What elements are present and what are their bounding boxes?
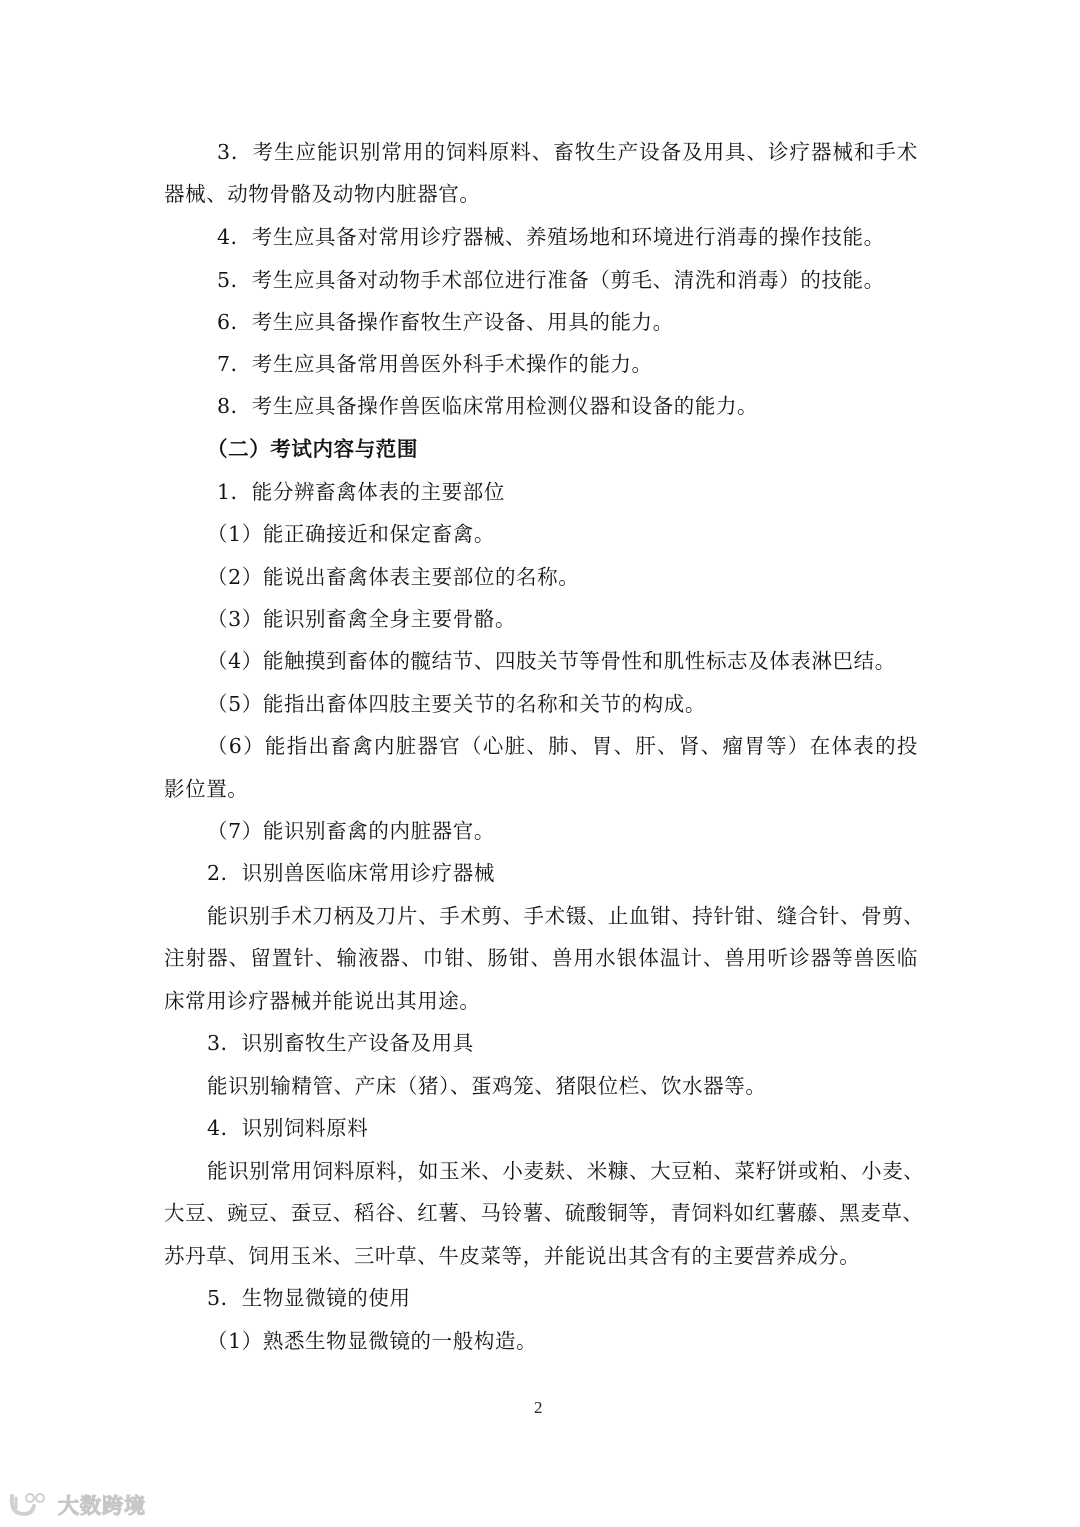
text-line: 床常用诊疗器械并能说出其用途。 [164, 989, 481, 1013]
bigdata-crossborder-logo-icon [8, 1492, 52, 1518]
text-line: 大豆、豌豆、蚕豆、稻谷、红薯、马铃薯、硫酸铜等，青饲料如红薯藤、黑麦草、 [164, 1201, 924, 1225]
section-heading: （二）考试内容与范围 [207, 437, 418, 461]
text-line: 1．能分辨畜禽体表的主要部位 [217, 480, 505, 504]
text-line: 5．考生应具备对动物手术部位进行准备（剪毛、清洗和消毒）的技能。 [217, 268, 885, 292]
text-line: （3）能识别畜禽全身主要骨骼。 [207, 607, 517, 631]
text-line: （1）熟悉生物显微镜的一般构造。 [207, 1329, 538, 1353]
text-line: 8．考生应具备操作兽医临床常用检测仪器和设备的能力。 [217, 394, 759, 418]
text-line: （2）能说出畜禽体表主要部位的名称。 [207, 565, 580, 589]
page-number: 2 [534, 1398, 543, 1417]
text-line: 能识别输精管、产床（猪）、蛋鸡笼、猪限位栏、饮水器等。 [207, 1074, 767, 1098]
text-line: 6．考生应具备操作畜牧生产设备、用具的能力。 [217, 310, 674, 334]
watermark [8, 1490, 146, 1520]
text-line: 2．识别兽医临床常用诊疗器械 [207, 861, 495, 885]
text-line: 4．考生应具备对常用诊疗器械、养殖场地和环境进行消毒的操作技能。 [217, 225, 885, 249]
text-line: （4）能触摸到畜体的髋结节、四肢关节等骨性和肌性标志及体表淋巴结。 [207, 649, 896, 673]
text-line: 影位置。 [164, 777, 249, 801]
text-line: 器械、动物骨骼及动物内脏器官。 [164, 182, 481, 206]
text-line: 5．生物显微镜的使用 [207, 1286, 411, 1310]
text-line: 能识别手术刀柄及刀片、手术剪、手术镊、止血钳、持针钳、缝合针、骨剪、 [207, 904, 925, 928]
text-line: 苏丹草、饲用玉米、三叶草、牛皮菜等，并能说出其含有的主要营养成分。 [164, 1244, 861, 1268]
text-line: （7）能识别畜禽的内脏器官。 [207, 819, 495, 843]
text-line: 3．识别畜牧生产设备及用具 [207, 1031, 474, 1055]
text-line: 7．考生应具备常用兽医外科手术操作的能力。 [217, 352, 653, 376]
text-line: （6）能指出畜禽内脏器官（心脏、肺、胃、肝、肾、瘤胃等）在体表的投 [207, 734, 918, 758]
text-line: 能识别常用饲料原料，如玉米、小麦麸、米糠、大豆粕、菜籽饼或粕、小麦、 [207, 1159, 925, 1183]
text-line: 注射器、留置针、输液器、巾钳、肠钳、兽用水银体温计、兽用听诊器等兽医临 [164, 946, 918, 970]
text-line: （5）能指出畜体四肢主要关节的名称和关节的构成。 [207, 692, 706, 716]
text-line: 3．考生应能识别常用的饲料原料、畜牧生产设备及用具、诊疗器械和手术 [217, 140, 918, 164]
watermark-text: 大数跨境 [58, 1494, 146, 1518]
text-line: （1）能正确接近和保定畜禽。 [207, 522, 495, 546]
text-line: 4．识别饲料原料 [207, 1116, 369, 1140]
